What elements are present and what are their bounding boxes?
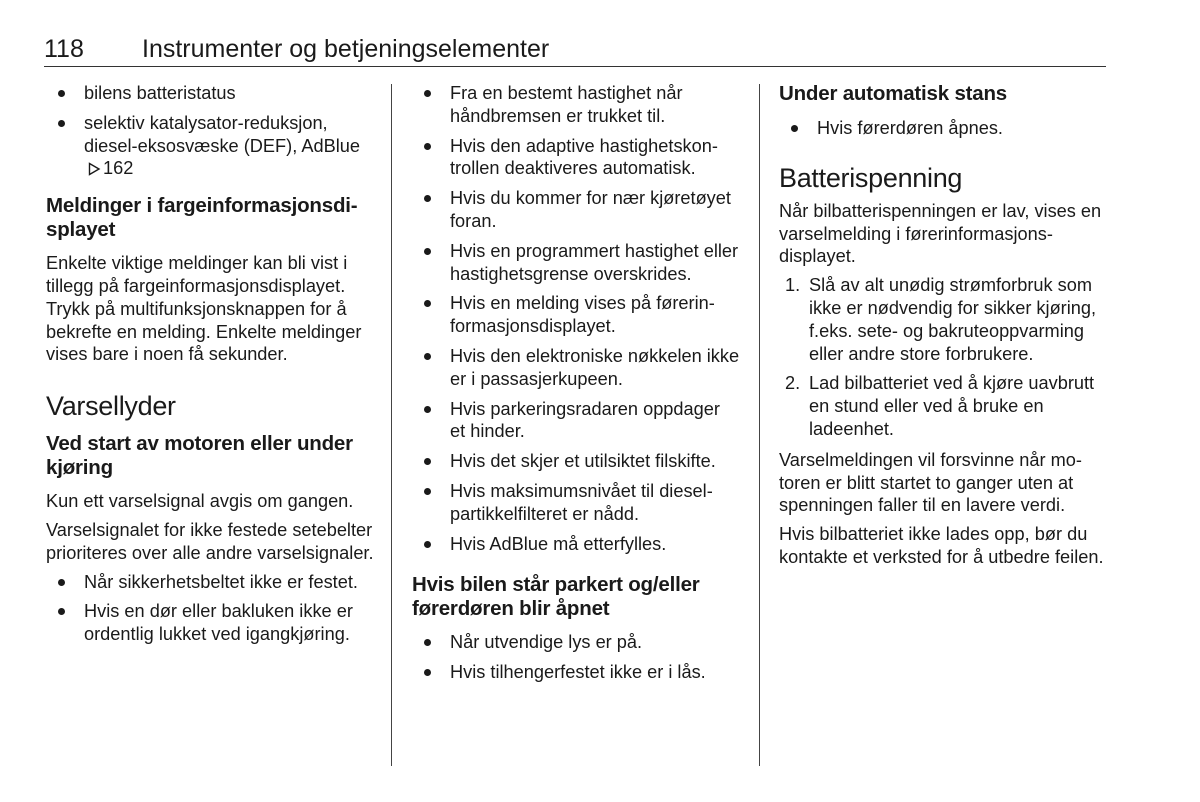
list-item: Når sikkerhetsbeltet ikke er festet. [46, 571, 378, 594]
paragraph: Når bilbatterispenningen er lav, vises en varselmelding i førerinformasjonsdisplayet. [779, 200, 1102, 267]
page-number: 118 [44, 35, 84, 63]
step-number: 2. [785, 373, 801, 394]
list-item: Hvis det skjer et utilsiktet filskifte. [412, 450, 740, 473]
bullet-list [46, 571, 378, 646]
paragraph: Kun ett varselsignal avgis om gangen. [46, 491, 354, 512]
list-item: Fra en bestemt hastighet når håndbremsen er trukket til. [412, 82, 740, 128]
numbered-step [779, 372, 1109, 440]
subsection-heading: Under automatisk stans [779, 82, 1007, 105]
chapter-title: Instrumenter og betjeningselementer [142, 35, 550, 63]
list-item: Hvis førerdøren åpnes. [779, 117, 1109, 140]
page-header [44, 34, 1106, 67]
list-item: Hvis en dør eller bakluken ikke er ordentlig lukket ved igangkjøring. [46, 600, 378, 646]
list-item: Hvis maksimumsnivået til dieselpartikkelfilteret er nådd. [412, 480, 740, 526]
list-item: Hvis den adaptive hastighetskontrollen deaktiveres automatisk. [412, 135, 740, 181]
list-item: Hvis en melding vises på førerinformasjonsdisplayet. [412, 292, 740, 338]
list-item [46, 112, 378, 180]
step-text: Slå av alt unødig strømforbruk som ikke er nødvendig for sikker kjøring, f.eks. sete- og bakruteoppvarming eller andre store forbrukere. [809, 275, 1097, 364]
paragraph: Varselsignalet for ikke festede setebelter prioriteres over alle andre varselsignaler. [46, 519, 374, 563]
numbered-list [779, 274, 1109, 441]
column-divider [759, 84, 760, 766]
column-middle [412, 82, 740, 692]
list-item: bilens batteristatus [46, 82, 378, 105]
page-reference-icon [88, 162, 101, 176]
column-left [46, 82, 378, 654]
bullet-list [46, 82, 378, 180]
paragraph: Varselmeldingen vil forsvinne når motoren er blitt startet to ganger uten at spenningen faller til en lavere verdi. [779, 449, 1082, 516]
paragraph: Enkelte viktige meldinger kan bli vist i tillegg på fargeinformasjonsdisplayet. Trykk på multifunksjonsknappen for å bekrefte en melding. Enkelte meldinger vises bare i noen få sekunder. [46, 253, 362, 365]
adblue-label: AdBlue [301, 135, 360, 156]
subsection-heading: Ved start av motoren eller under kjøring [46, 432, 353, 480]
subsection-heading: Meldinger i fargeinformasjonsdisplayet [46, 194, 358, 242]
bullet-list [779, 117, 1109, 140]
list-item-text: selektiv katalysator-reduksjon, diesel-eksosvæske (DEF), [84, 112, 328, 156]
list-item: Hvis den elektroniske nøkkelen ikke er i passasjerkupeen. [412, 345, 740, 391]
step-number: 1. [785, 275, 801, 296]
step-text: Lad bilbatteriet ved å kjøre uavbrutt en stund eller ved å bruke en ladeenhet. [809, 373, 1095, 439]
column-divider [391, 84, 392, 766]
bullet-list [412, 631, 740, 684]
section-title: Varsellyder [46, 391, 176, 422]
list-item: Hvis du kommer for nær kjøretøyet foran. [412, 187, 740, 233]
list-item: Når utvendige lys er på. [412, 631, 740, 654]
list-item: Hvis en programmert hastighet eller hastighetsgrense overskrides. [412, 240, 740, 286]
list-item: Hvis tilhengerfestet ikke er i lås. [412, 661, 740, 684]
column-right [779, 82, 1109, 575]
numbered-step [779, 274, 1109, 365]
bullet-list [412, 82, 740, 555]
list-item: Hvis parkeringsradaren oppdager et hinder. [412, 398, 740, 444]
list-item: Hvis AdBlue må etterfylles. [412, 533, 740, 556]
section-title: Batterispenning [779, 162, 963, 193]
page-reference-link[interactable]: 162 [103, 158, 134, 179]
subsection-heading: Hvis bilen står parkert og/eller førerdøren blir åpnet [412, 573, 700, 621]
paragraph: Hvis bilbatteriet ikke lades opp, bør du kontakte et verksted for å utbedre feilen. [779, 524, 1104, 567]
